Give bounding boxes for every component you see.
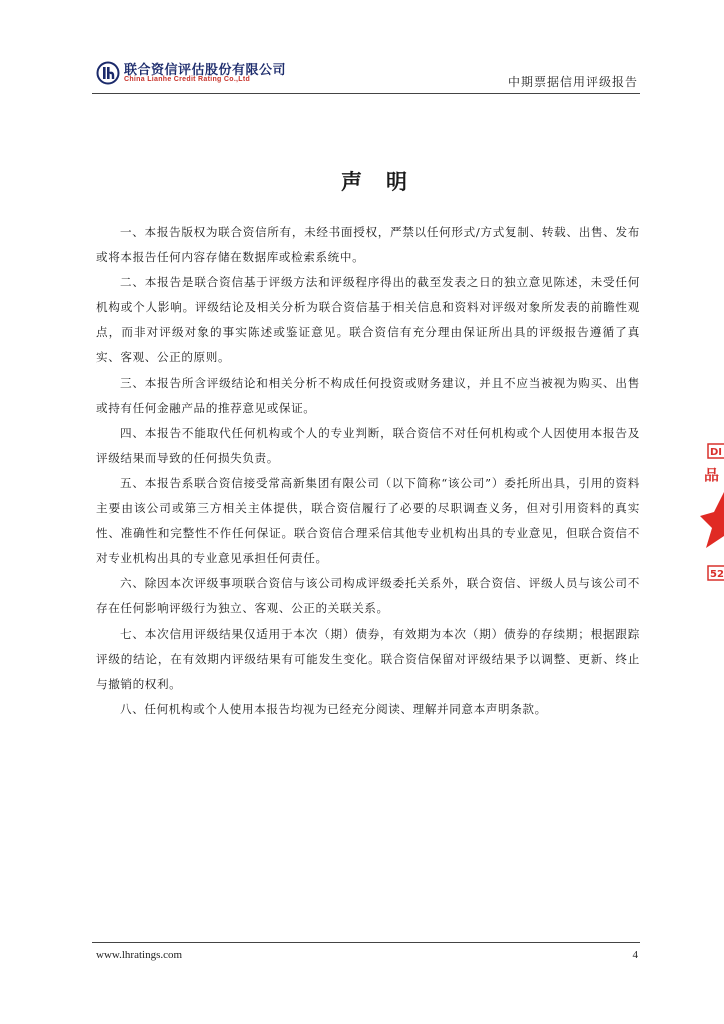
stamp-top-text: DI — [710, 447, 723, 458]
page-number: 4 — [632, 949, 638, 961]
statement-body — [96, 220, 640, 722]
footer-url: www.lhratings.com — [96, 949, 183, 961]
stamp-mid-text: 品 — [704, 466, 720, 484]
statement-paragraph-2: 二、本报告是联合资信基于评级方法和评级程序得出的截至发表之日的独立意见陈述，未受任何机构或个人影响。评级结论及相关分析为联合资信基于相关信息和资料对评级对象所发表的前瞻性观点，而非对评级对象的事实陈述或鉴证意见。联合资信有充分理由保证所出具的评级报告遵循了真实、客观、公正的原则。 — [96, 275, 640, 365]
seal-stamp — [696, 440, 724, 590]
footer-divider — [92, 942, 640, 943]
statement-paragraph-6: 六、除因本次评级事项联合资信与该公司构成评级委托关系外，联合资信、评级人员与该公司不存在任何影响评级行为独立、客观、公正的关联关系。 — [96, 576, 640, 616]
stamp-bottom-text: 52 — [710, 569, 724, 580]
company-name-en: China Lianhe Credit Rating Co.,Ltd — [124, 76, 251, 83]
statement-paragraph-7: 七、本次信用评级结果仅适用于本次（期）债券，有效期为本次（期）债券的存续期；根据跟踪评级的结论，在有效期内评级结果有可能发生变化。联合资信保留对评级结果予以调整、更新、终止与撤销的权利。 — [96, 626, 640, 691]
page-header — [0, 0, 724, 100]
statement-paragraph-8: 八、任何机构或个人使用本报告均视为已经充分阅读、理解并同意本声明条款。 — [120, 701, 547, 716]
statement-paragraph-5: 五、本报告系联合资信接受常高新集团有限公司（以下简称“该公司”）委托所出具，引用的资料主要由该公司或第三方相关主体提供，联合资信履行了必要的尽职调查义务，但对引用资料的真实性、准确性和完整性不作任何保证。联合资信合理采信其他专业机构出具的专业意见，但联合资信不对专业机构出具的专业意见承担任何责任。 — [96, 475, 640, 566]
company-name-cn: 联合资信评估股份有限公司 — [124, 63, 287, 78]
statement-paragraph-3: 三、本报告所含评级结论和相关分析不构成任何投资或财务建议，并且不应当被视为购买、出售或持有任何金融产品的推荐意见或保证。 — [96, 375, 640, 415]
report-type: 中期票据信用评级报告 — [507, 75, 638, 89]
star-icon — [700, 492, 724, 548]
statement-paragraph-1: 一、本报告版权为联合资信所有，未经书面授权，严禁以任何形式/方式复制、转载、出售、发布或将本报告任何内容存储在数据库或检索系统中。 — [96, 225, 640, 265]
header-divider — [92, 93, 640, 94]
statement-paragraph-4: 四、本报告不能取代任何机构或个人的专业判断，联合资信不对任何机构或个人因使用本报告及评级结果而导致的任何损失负责。 — [96, 425, 640, 465]
company-logo-icon — [96, 61, 120, 85]
page-title: 声明 — [341, 169, 431, 194]
